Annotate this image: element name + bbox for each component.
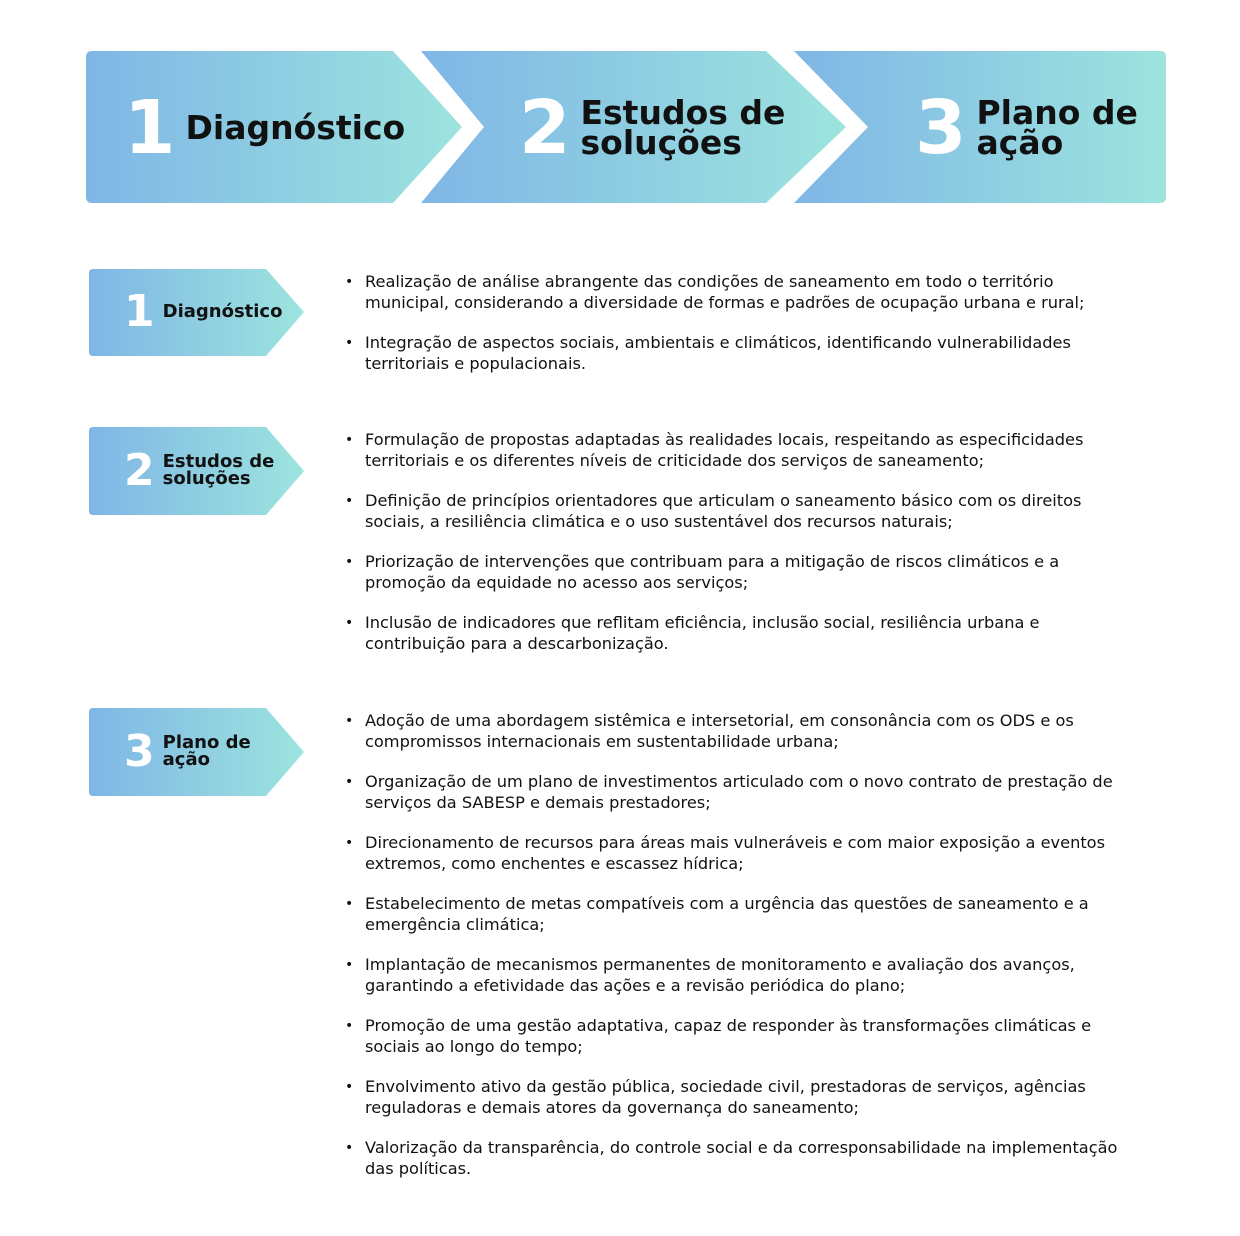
section-title-line2: soluções (162, 468, 251, 489)
step-title-line2: ação (976, 123, 1064, 162)
top-step-3-label (915, 85, 1138, 171)
bullet-item: • Priorização de intervenções que contribuam para a mitigação de riscos climáticos e a promoção da equidade no acesso aos serviços; (345, 552, 1135, 593)
section-2-bullets (345, 430, 1135, 674)
step-title: Diagnóstico (185, 107, 406, 147)
bullet-item: • Formulação de propostas adaptadas às realidades locais, respeitando as especificidades territoriais e os diferentes níveis de criticidade dos serviços de saneamento; (345, 430, 1135, 471)
bullet-item: • Valorização da transparência, do controle social e da corresponsabilidade na implementação das políticas. (345, 1138, 1135, 1179)
section-number: 3 (124, 726, 155, 777)
section-title: Diagnóstico (162, 300, 283, 322)
section-3-label (124, 726, 251, 777)
section-1-bullets (345, 272, 1135, 394)
top-step-1-label (124, 85, 406, 171)
step-title-line1: Plano de (976, 92, 1138, 132)
bullet-item: • Estabelecimento de metas compatíveis com a urgência das questões de saneamento e a emergência climática; (345, 894, 1135, 935)
bullet-item: • Inclusão de indicadores que reflitam eficiência, inclusão social, resiliência urbana e contribuição para a descarbonização. (345, 613, 1135, 654)
section-number: 1 (124, 286, 155, 337)
bullet-item: • Adoção de uma abordagem sistêmica e intersetorial, em consonância com os ODS e os compromissos internacionais em sustentabilidade urbana; (345, 711, 1135, 752)
section-title-line2: ação (162, 749, 210, 770)
section-1-label (124, 286, 283, 337)
step-number: 2 (519, 85, 571, 171)
step-title-line1: Estudos de (580, 92, 786, 132)
section-number: 2 (124, 445, 155, 496)
section-title-line1: Estudos de (162, 451, 275, 473)
bullet-item: • Definição de princípios orientadores que articulam o saneamento básico com os direitos sociais, a resiliência climática e o uso sustentável dos recursos naturais; (345, 491, 1135, 532)
top-step-2-label (519, 85, 786, 171)
bullet-item: • Organização de um plano de investimentos articulado com o novo contrato de prestação de serviços da SABESP e demais prestadores; (345, 772, 1135, 813)
bullet-item: • Direcionamento de recursos para áreas mais vulneráveis e com maior exposição a eventos extremos, como enchentes e escassez hídrica; (345, 833, 1135, 874)
bullet-item: • Integração de aspectos sociais, ambientais e climáticos, identificando vulnerabilidades territoriais e populacionais. (345, 333, 1135, 374)
bullet-item: • Implantação de mecanismos permanentes de monitoramento e avaliação dos avanços, garantindo a efetividade das ações e a revisão periódica do plano; (345, 955, 1135, 996)
step-number: 3 (915, 85, 967, 171)
bullet-item: • Promoção de uma gestão adaptativa, capaz de responder às transformações climáticas e sociais ao longo do tempo; (345, 1016, 1135, 1057)
section-2-label (124, 445, 275, 496)
step-number: 1 (124, 85, 176, 171)
section-3-bullets (345, 711, 1135, 1199)
section-title-line1: Plano de (162, 732, 251, 754)
bullet-item: • Envolvimento ativo da gestão pública, sociedade civil, prestadoras de serviços, agências reguladoras e demais atores da governança do saneamento; (345, 1077, 1135, 1118)
step-title-line2: soluções (580, 123, 742, 162)
bullet-item: • Realização de análise abrangente das condições de saneamento em todo o território municipal, considerando a diversidade de formas e padrões de ocupação urbana e rural; (345, 272, 1135, 313)
